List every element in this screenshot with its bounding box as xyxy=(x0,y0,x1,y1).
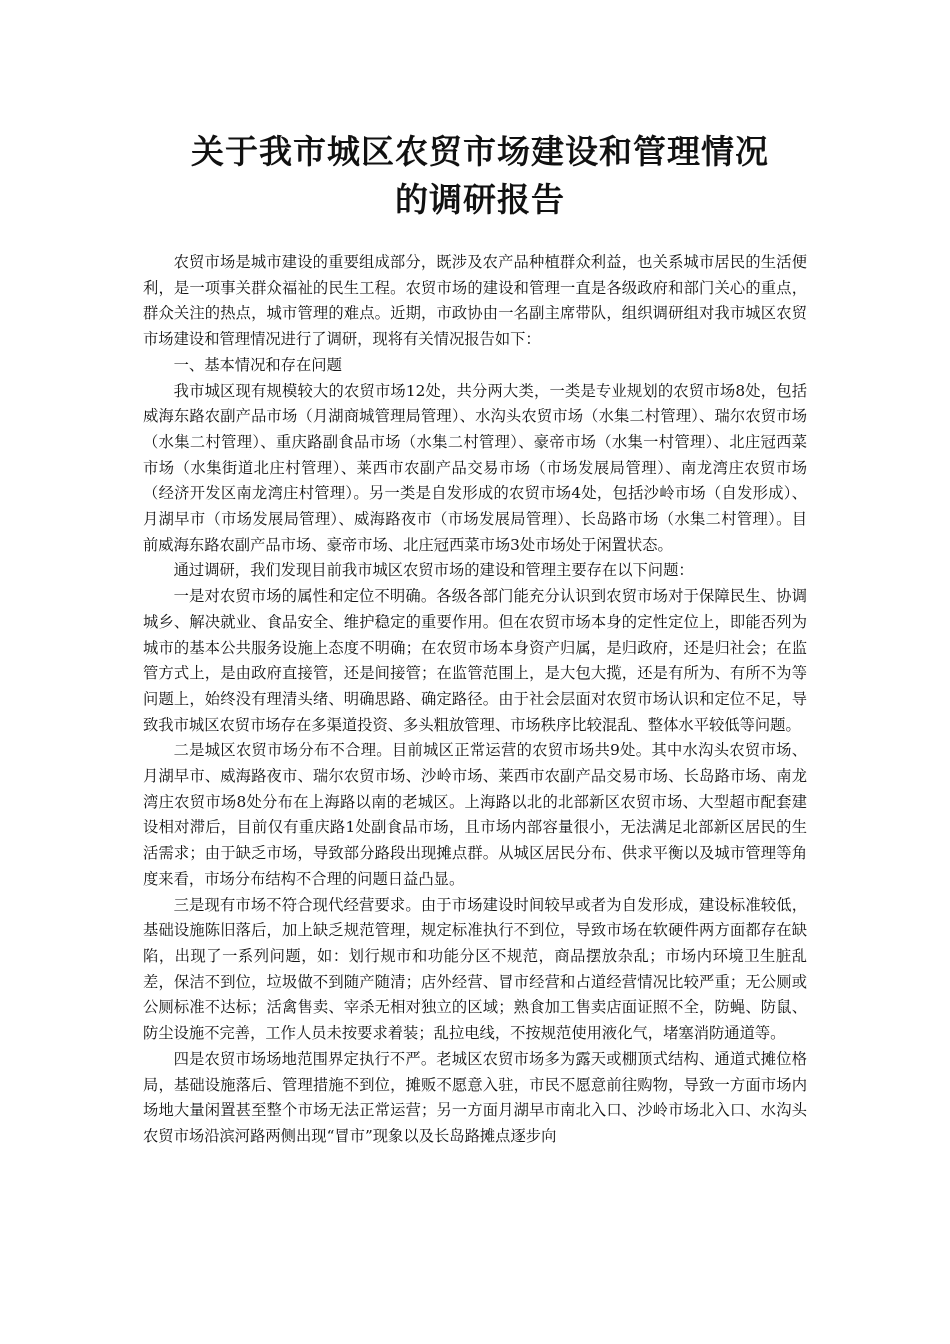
paragraph-problem-4: 四是农贸市场场地范围界定执行不严。老城区农贸市场多为露天或棚顶式结构、通道式摊位格局，基础设施落后、管理措施不到位，摊贩不愿意入驻，市民不愿意前往购物，导致一方面市场内场地大量闲置甚至整个市场无法正常运营；另一方面月湖早市南北入口、沙岭市场北入口、水沟头农贸市场沿滨河路两侧出现“冒市”现象以及长岛路摊点逐步向 xyxy=(143,1049,807,1145)
paragraph-problem-1: 一是对农贸市场的属性和定位不明确。各级各部门能充分认识到农贸市场对于保障民生、协调城乡、解决就业、食品安全、维护稳定的重要作用。但在农贸市场本身的定性定位上，即能否列为城市的基本公共服务设施上态度不明确；在农贸市场本身资产归属，是归政府，还是归社会；在监管方式上，是由政府直接管，还是间接管；在监管范围上，是大包大揽，还是有所为、有所不为等问题上，始终没有理清头绪、明确思路、确定路径。由于社会层面对农贸市场认识和定位不足，导致我市城区农贸市场存在多渠道投资、多头粗放管理、市场秩序比较混乱、整体水平较低等问题。 xyxy=(143,587,807,734)
title-line-1: 关于我市城区农贸市场建设和管理情况 xyxy=(191,132,769,171)
title-line-2: 的调研报告 xyxy=(395,180,565,219)
section-heading-1: 一、基本情况和存在问题 xyxy=(173,355,342,374)
paragraph-intro: 农贸市场是城市建设的重要组成部分，既涉及农产品种植群众利益，也关系城市居民的生活便利，是一项事关群众福祉的民生工程。农贸市场的建设和管理一直是各级政府和部门关心的重点，群众关注的热点，城市管理的难点。近期，市政协由一名副主席带队，组织调研组对我市城区农贸市场建设和管理情况进行了调研，现将有关情况报告如下： xyxy=(143,253,807,349)
document-title xyxy=(140,128,820,224)
paragraph-basic-situation: 我市城区现有规模较大的农贸市场12处，共分两大类，一类是专业规划的农贸市场8处，包括威海东路农副产品市场（月湖商城管理局管理）、水沟头农贸市场（水集二村管理）、瑞尔农贸市场（水集二村管理）、重庆路副食品市场（水集二村管理）、豪帝市场（水集一村管理）、北庄冠西菜市场（水集街道北庄村管理）、莱西市农副产品交易市场（市场发展局管理）、南龙湾庄农贸市场（经济开发区南龙湾庄村管理）。另一类是自发形成的农贸市场4处，包括沙岭市场（自发形成）、月湖早市（市场发展局管理）、威海路夜市（市场发展局管理）、长岛路市场（水集二村管理）。目前威海东路农副产品市场、豪帝市场、北庄冠西菜市场3处市场处于闲置状态。 xyxy=(143,381,807,554)
paragraph-problem-2: 二是城区农贸市场分布不合理。目前城区正常运营的农贸市场共9处。其中水沟头农贸市场、月湖早市、威海路夜市、瑞尔农贸市场、沙岭市场、莱西市农副产品交易市场、长岛路市场、南龙湾庄农贸市场8处分布在上海路以南的老城区。上海路以北的北部新区农贸市场、大型超市配套建设相对滞后，目前仅有重庆路1处副食品市场，且市场内部容量很小，无法满足北部新区居民的生活需求；由于缺乏市场，导致部分路段出现摊点群。从城区居民分布、供求平衡以及城市管理等角度来看，市场分布结构不合理的问题日益凸显。 xyxy=(143,741,807,888)
paragraph-problem-3: 三是现有市场不符合现代经营要求。由于市场建设时间较早或者为自发形成，建设标准较低，基础设施陈旧落后，加上缺乏规范管理，规定标准执行不到位，导致市场在软硬件两方面都存在缺陷，出现了一系列问题，如：划行规市和功能分区不规范，商品摆放杂乱；市场内环境卫生脏乱差，保洁不到位，垃圾做不到随产随清；店外经营、冒市经营和占道经营情况比较严重；无公厕或公厕标准不达标；活禽售卖、宰杀无相对独立的区域；熟食加工售卖店面证照不全，防蝇、防鼠、防尘设施不完善，工作人员未按要求着装；乱拉电线，不按规范使用液化气，堵塞消防通道等。 xyxy=(143,895,807,1043)
paragraph-problems-intro: 通过调研，我们发现目前我市城区农贸市场的建设和管理主要存在以下问题： xyxy=(173,561,694,580)
document-body xyxy=(143,250,807,1150)
